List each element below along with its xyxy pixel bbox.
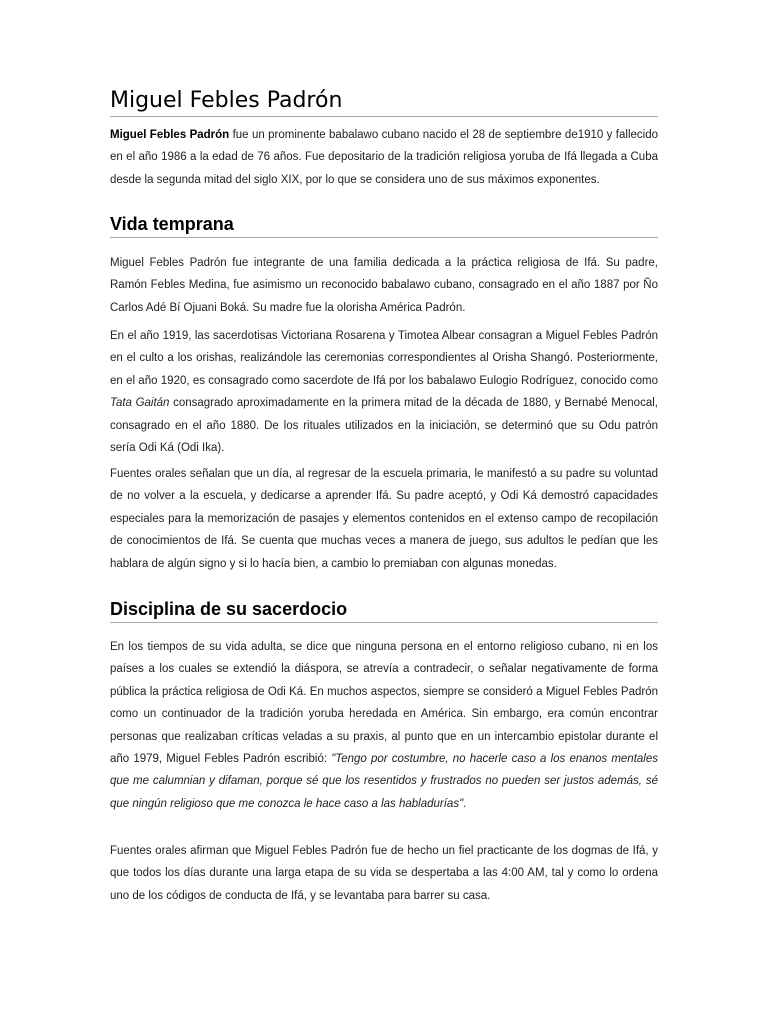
section-heading-vida-temprana: Vida temprana [110,211,658,238]
disciplina-p1-before: En los tiempos de su vida adulta, se dice que ninguna persona en el entorno religioso cubano, ni en los países a los cuales se extendió la diáspora, se atrevía a contradecir, o señalar negativamente de forma pública la práctica religiosa de Odi Ká. En muchos aspectos, siempre se consideró a Miguel Febles Padrón como un continuador de la tradición yoruba heredada en América. Sin embargo, era común encontrar personas que realizaban críticas veladas a su praxis, al punto que en un intercambio epistolar durante el año 1979, Miguel Febles Padrón escribió: [110,641,658,766]
vida-temprana-paragraph-2 [110,325,658,459]
vida-temprana-p2-italic: Tata Gaitán [110,397,170,410]
disciplina-p1-after: . [463,797,467,810]
vida-temprana-p2-after: consagrado aproximadamente en la primera mitad de la década de 1880, y Bernabé Menocal, consagrado en el año 1880. De los rituales utilizados en la iniciación, se determinó que su Odu patrón sería Odi Ká (Odi Ika). [110,397,658,455]
vida-temprana-paragraph-1: Miguel Febles Padrón fue integrante de una familia dedicada a la práctica religiosa de Ifá. Su padre, Ramón Febles Medina, fue asimismo un reconocido babalawo cubano, consagrado en el año 1887 por Ño Carlos Adé Bí Ojuani Boká. Su madre fue la olorisha América Padrón. [110,257,658,314]
intro-bold-name: Miguel Febles Padrón [110,129,230,141]
vida-temprana-paragraph-3: Fuentes orales señalan que un día, al regresar de la escuela primaria, le manifestó a su padre su voluntad de no volver a la escuela, y dedicarse a aprender Ifá. Su padre aceptó, y Odi Ká demostró capacidades especiales para la memorización de pasajes y elementos contenidos en el extenso campo de recopilación de conocimientos de Ifá. Se cuenta que muchas veces a manera de juego, sus adultos le pedían que les hablara de algún signo y si lo hacía bien, a cambio lo premiaban con algunas monedas. [110,468,658,570]
section-heading-disciplina: Disciplina de su sacerdocio [110,596,658,623]
vida-temprana-p2-before: En el año 1919, las sacerdotisas Victoriana Rosarena y Timotea Albear consagran a Miguel Febles Padrón en el culto a los orishas, realizándole las ceremonias correspondientes al Orisha Shangó. Posteriormente, en el año 1920, es consagrado como sacerdote de Ifá por los babalawo Eulogio Rodríguez, conocido como [110,330,658,387]
intro-text: fue un prominente babalawo cubano nacido el 28 de septiembre de1910 y fallecido en el año 1986 a la edad de 76 años. Fue depositario de la tradición religiosa yoruba de Ifá llegada a Cuba desde la segunda mitad del siglo XIX, por lo que se considera uno de sus máximos exponentes. [110,129,658,186]
intro-paragraph [110,124,658,191]
disciplina-paragraph-1 [110,636,658,815]
disciplina-p1-quote: "Tengo por costumbre, no hacerle caso a los enanos mentales que me calumnian y difaman, porque sé que los resentidos y frustrados no pueden ser justos además, sé que ningún religioso que me conozca le hace caso a las habladurías" [110,753,658,810]
disciplina-paragraph-2: Fuentes orales afirman que Miguel Febles Padrón fue de hecho un fiel practicante de los dogmas de Ifá, y que todos los días durante una larga etapa de su vida se despertaba a las 4:00 AM, tal y como lo ordena uno de los códigos de conducta de Ifá, y se levantaba para barrer su casa. [110,845,658,902]
page-title: Miguel Febles Padrón [110,86,658,117]
